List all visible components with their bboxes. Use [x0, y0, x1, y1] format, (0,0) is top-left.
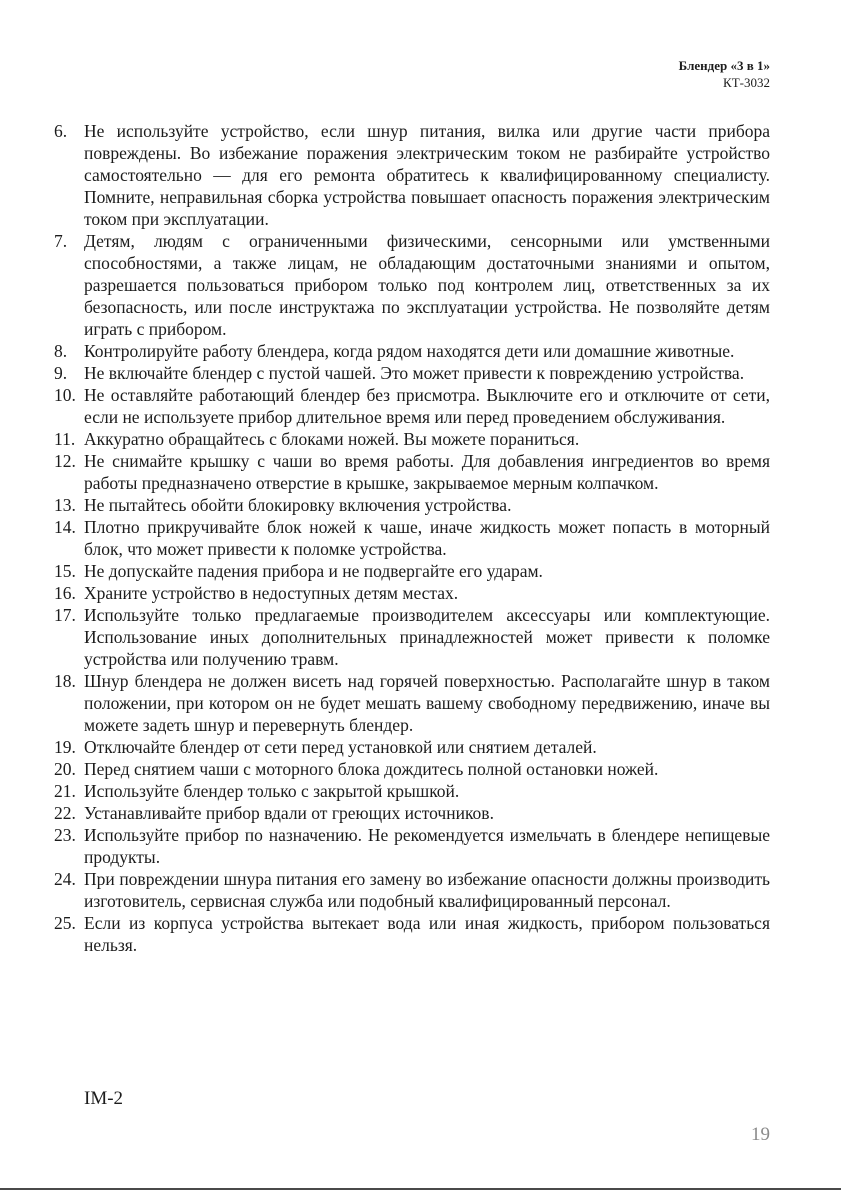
model-number: КТ-3032	[723, 75, 770, 90]
list-item	[54, 824, 770, 868]
list-item-number: 20.	[54, 759, 76, 779]
list-item-text: Плотно прикручивайте блок ножей к чаше, иначе жидкость может попасть в моторный блок, что может привести к поломке устройства.	[84, 517, 770, 559]
safety-instructions-list	[54, 120, 770, 956]
list-item-number: 25.	[54, 913, 76, 933]
list-item-number: 13.	[54, 495, 76, 515]
list-item	[54, 428, 770, 450]
page-header	[679, 57, 770, 91]
list-item-text: Если из корпуса устройства вытекает вода или иная жидкость, прибором пользоваться нельзя.	[84, 913, 770, 955]
list-item	[54, 802, 770, 824]
list-item	[54, 450, 770, 494]
list-item	[54, 362, 770, 384]
list-item-text: Аккуратно обращайтесь с блоками ножей. Вы можете пораниться.	[84, 429, 580, 449]
list-item-number: 9.	[54, 363, 68, 383]
list-item	[54, 582, 770, 604]
list-item-number: 21.	[54, 781, 76, 801]
page-number: 19	[751, 1124, 770, 1145]
list-item-text: Используйте прибор по назначению. Не рекомендуется измельчать в блендере непищевые продукты.	[84, 825, 770, 867]
list-item-text: Не пытайтесь обойти блокировку включения устройства.	[84, 495, 512, 515]
bottom-divider	[0, 1188, 841, 1190]
list-item-number: 10.	[54, 385, 76, 405]
list-item-number: 15.	[54, 561, 76, 581]
list-item-text: Не включайте блендер с пустой чашей. Это может привести к повреждению устройства.	[84, 363, 745, 383]
list-item-text: Не допускайте падения прибора и не подвергайте его ударам.	[84, 561, 543, 581]
list-item-number: 16.	[54, 583, 76, 603]
list-item	[54, 604, 770, 670]
document-code: IM-2	[84, 1088, 124, 1109]
list-item	[54, 670, 770, 736]
list-item-number: 23.	[54, 825, 76, 845]
list-item-number: 11.	[54, 429, 76, 449]
list-item-text: Контролируйте работу блендера, когда рядом находятся дети или домашние животные.	[84, 341, 735, 361]
list-item-number: 8.	[54, 341, 68, 361]
list-item	[54, 780, 770, 802]
list-item-text: Используйте блендер только с закрытой крышкой.	[84, 781, 460, 801]
list-item-number: 22.	[54, 803, 76, 823]
list-item-text: При повреждении шнура питания его замену во избежание опасности должны производить изготовитель, сервисная служба или подобный квалифицированный персонал.	[84, 869, 770, 911]
list-item	[54, 912, 770, 956]
product-title: Блендер «3 в 1»	[678, 58, 770, 73]
list-item-text: Детям, людям с ограниченными физическими, сенсорными или умственными способностями, а также лицам, не обладающим достаточными знаниями и опытом, разрешается пользоваться прибором только под контролем лиц, ответственных за их безопасность, или после инструктажа по эксплуатации устройства. Не позволяйте детям играть с прибором.	[84, 231, 770, 339]
list-item-text: Используйте только предлагаемые производителем аксессуары или комплектующие. Использование иных дополнительных принадлежностей может привести к поломке устройства или получению травм.	[84, 605, 770, 669]
list-item-text: Устанавливайте прибор вдали от греющих источников.	[84, 803, 494, 823]
list-item-text: Храните устройство в недоступных детям местах.	[84, 583, 459, 603]
list-item-number: 6.	[54, 121, 68, 141]
list-item-text: Шнур блендера не должен висеть над горячей поверхностью. Располагайте шнур в таком положении, при котором он не будет мешать вашему свободному передвижению, иначе вы можете задеть шнур и перевернуть блендер.	[84, 671, 770, 735]
list-item-number: 17.	[54, 605, 76, 625]
list-item	[54, 494, 770, 516]
list-item-number: 24.	[54, 869, 76, 889]
list-item	[54, 340, 770, 362]
list-item-text: Не используйте устройство, если шнур питания, вилка или другие части прибора повреждены. Во избежание поражения электрическим током не разбирайте устройство самостоятельно — для его ремонта обратитесь к квалифицированному специалисту. Помните, неправильная сборка устройства повышает опасность поражения электрическим током при эксплуатации.	[84, 121, 770, 229]
list-item-number: 12.	[54, 451, 76, 471]
list-item	[54, 560, 770, 582]
list-item-number: 18.	[54, 671, 76, 691]
list-item-number: 14.	[54, 517, 76, 537]
list-item-text: Не оставляйте работающий блендер без присмотра. Выключите его и отключите от сети, если не используете прибор длительное время или перед проведением обслуживания.	[84, 385, 770, 427]
list-item	[54, 516, 770, 560]
list-item	[54, 736, 770, 758]
list-item-text: Не снимайте крышку с чаши во время работы. Для добавления ингредиентов во время работы предназначено отверстие в крышке, закрываемое мерным колпачком.	[84, 451, 770, 493]
list-item-text: Отключайте блендер от сети перед установкой или снятием деталей.	[84, 737, 597, 757]
list-item	[54, 758, 770, 780]
list-item-number: 19.	[54, 737, 76, 757]
list-item	[54, 384, 770, 428]
list-item	[54, 230, 770, 340]
list-item-text: Перед снятием чаши с моторного блока дождитесь полной остановки ножей.	[84, 759, 659, 779]
list-item	[54, 120, 770, 230]
list-item-number: 7.	[54, 231, 68, 251]
list-item	[54, 868, 770, 912]
